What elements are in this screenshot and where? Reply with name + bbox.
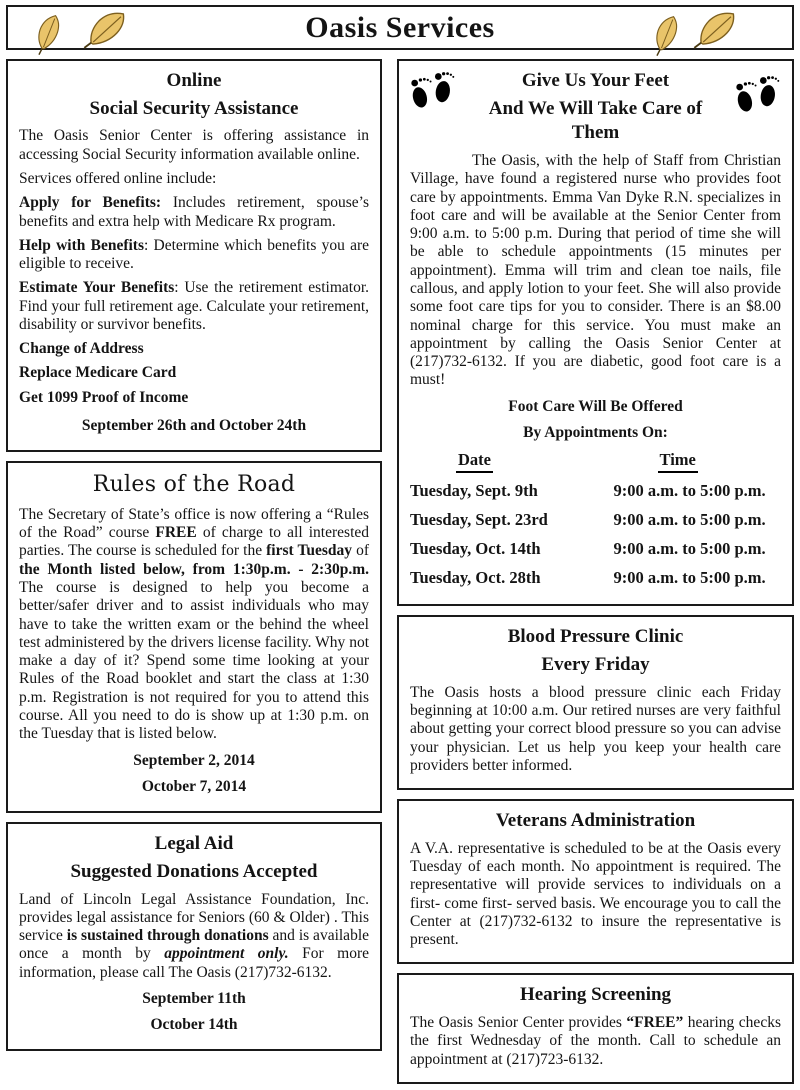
schedule-row — [410, 539, 781, 559]
page-title: Oasis Services — [305, 10, 495, 44]
schedule-row — [410, 510, 781, 530]
panel-body — [410, 152, 781, 442]
panel-body — [19, 506, 369, 796]
panel-legal-aid — [6, 822, 382, 1051]
panel-subtitle: And We Will Take Care of Them — [488, 97, 703, 144]
paragraph: The Oasis, with the help of Staff from Christian Village, have found a registered nurse who provides foot care by appointments. Emma Van Dyke R.N. specializes in foot care and will be available at the Senior Center from 9:00 a.m. to 5:00 p.m. During that period of time she will be able to schedule appointments (15 minutes per appointment). Emma will trim and clean toe nails, file callous, and apply lotion to your feet. She will also provide some foot care tips for you to consider. There is an $8.00 nominal charge for this service. You must make an appointment by calling the Oasis Senior Center at (217)732-6132. If you are diabetic, good foot care is a must! — [410, 152, 781, 389]
panel-body — [19, 127, 369, 435]
schedule-date: Tuesday, Oct. 14th — [410, 539, 541, 559]
schedule-header-date: Date — [456, 450, 493, 473]
panel-hearing-screening — [397, 973, 794, 1084]
panel-subtitle: Suggested Donations Accepted — [70, 860, 318, 882]
paragraph: Replace Medicare Card — [19, 364, 177, 382]
panel-subtitle: Social Security Assistance — [89, 97, 299, 119]
panel-title: Online — [166, 70, 222, 91]
paragraph: Change of Address — [19, 340, 144, 358]
panel-subtitle: Every Friday — [541, 653, 650, 675]
leaf-icon — [27, 10, 72, 55]
panel-body — [410, 1014, 781, 1069]
panel-social-security-online — [6, 59, 382, 452]
paragraph: A V.A. representative is scheduled to be at the Oasis every Tuesday of each month. No appointment is required. The representative will provide services to individuals on a first- come first- served basis. We encourage you to call the Center at (217)732-6132 to insure the representative is present. — [410, 839, 781, 949]
center-line: September 26th and October 24th — [81, 417, 307, 435]
paragraph: The Secretary of State’s office is now offering a “Rules of the Road” course FREE of charge to all interested parties. The course is scheduled for the first Tuesday of the Month listed below, from 1:30p.m. - 2:30p.m. The course is designed to help you become a better/safer driver and to assist individuals who may have to take the written exam or the behind the wheel test administered by the drivers license facility. Why not make a day of it? Spend some time looking at your Rules of the Road booklet and start the class at 1:30 p.m. Registration is not required for you to attend this course. All you need to do is show up at 1:30 p.m. on the Tuesday that is listed below. — [19, 505, 370, 743]
paragraph: The Oasis Senior Center provides “FREE” hearing checks the first Wednesday of the month. Call to schedule an appointment at (217)723-6132. — [410, 1014, 781, 1068]
panel-title: Blood Pressure Clinic — [507, 626, 684, 648]
panel-title: Legal Aid — [154, 833, 234, 855]
paragraph: Land of Lincoln Legal Assistance Foundation, Inc. provides legal assistance for Seniors (60 & Older) . This service is sustained through donations and is available once a month by appointment only. For more information, please call The Oasis (217)732-6132. — [19, 890, 369, 981]
panel-veterans-administration — [397, 799, 794, 964]
schedule-row — [410, 481, 781, 501]
panel-body — [410, 684, 781, 775]
right-column — [397, 59, 794, 1084]
center-line: By Appointments On: — [523, 424, 668, 441]
panel-title: Rules of the Road — [92, 472, 296, 498]
center-line: October 14th — [150, 1016, 238, 1034]
center-line: September 2, 2014 — [133, 751, 255, 769]
panel-body — [19, 891, 369, 1035]
schedule-time: 9:00 a.m. to 5:00 p.m. — [613, 568, 766, 588]
panel-title: Hearing Screening — [519, 984, 672, 1006]
footprints-icon — [406, 67, 460, 113]
panel-blood-pressure-clinic — [397, 615, 794, 790]
paragraph: Help with Benefits: Determine which benefits you are eligible to receive. — [19, 236, 369, 273]
panel-title: Veterans Administration — [495, 810, 696, 832]
page-header — [6, 5, 794, 50]
schedule-time: 9:00 a.m. to 5:00 p.m. — [613, 510, 766, 530]
schedule-time: 9:00 a.m. to 5:00 p.m. — [613, 481, 766, 501]
content-columns — [6, 59, 794, 1084]
leaf-icon — [645, 11, 690, 56]
panel-title: Give Us Your Feet — [521, 70, 670, 91]
paragraph: The Oasis hosts a blood pressure clinic each Friday beginning at 10:00 a.m. Our retired nurses are very faithful about getting your correct blood pressure so you can advise your physician. Let us help you keep your health care providers better informed. — [410, 683, 781, 774]
schedule-header-row — [410, 450, 781, 473]
panel-body — [410, 840, 781, 950]
schedule-date: Tuesday, Oct. 28th — [410, 568, 541, 588]
panel-foot-care — [397, 59, 794, 606]
foot-care-schedule — [410, 450, 781, 588]
schedule-date: Tuesday, Sept. 9th — [410, 481, 538, 501]
center-line: October 7, 2014 — [141, 777, 247, 795]
schedule-date: Tuesday, Sept. 23rd — [410, 510, 548, 530]
center-line: Foot Care Will Be Offered — [508, 397, 683, 415]
center-line: September 11th — [142, 989, 246, 1007]
footprints-icon — [731, 71, 785, 117]
schedule-row — [410, 568, 781, 588]
paragraph: Services offered online include: — [19, 169, 217, 187]
leaf-icon — [83, 5, 133, 55]
paragraph: Estimate Your Benefits: Use the retirement estimator. Find your full retirement age. Calculate your retirement, disability or survivor benefits. — [19, 279, 369, 333]
paragraph: The Oasis Senior Center is offering assistance in accessing Social Security information available online. — [19, 127, 369, 163]
paragraph: Apply for Benefits: Includes retirement, spouse’s benefits and extra help with Medicare Rx program. — [19, 194, 370, 230]
left-column — [6, 59, 382, 1051]
paragraph: Get 1099 Proof of Income — [19, 388, 189, 406]
schedule-header-time: Time — [658, 450, 698, 473]
panel-rules-of-the-road — [6, 461, 382, 813]
leaf-icon — [693, 5, 743, 55]
schedule-time: 9:00 a.m. to 5:00 p.m. — [613, 539, 766, 559]
